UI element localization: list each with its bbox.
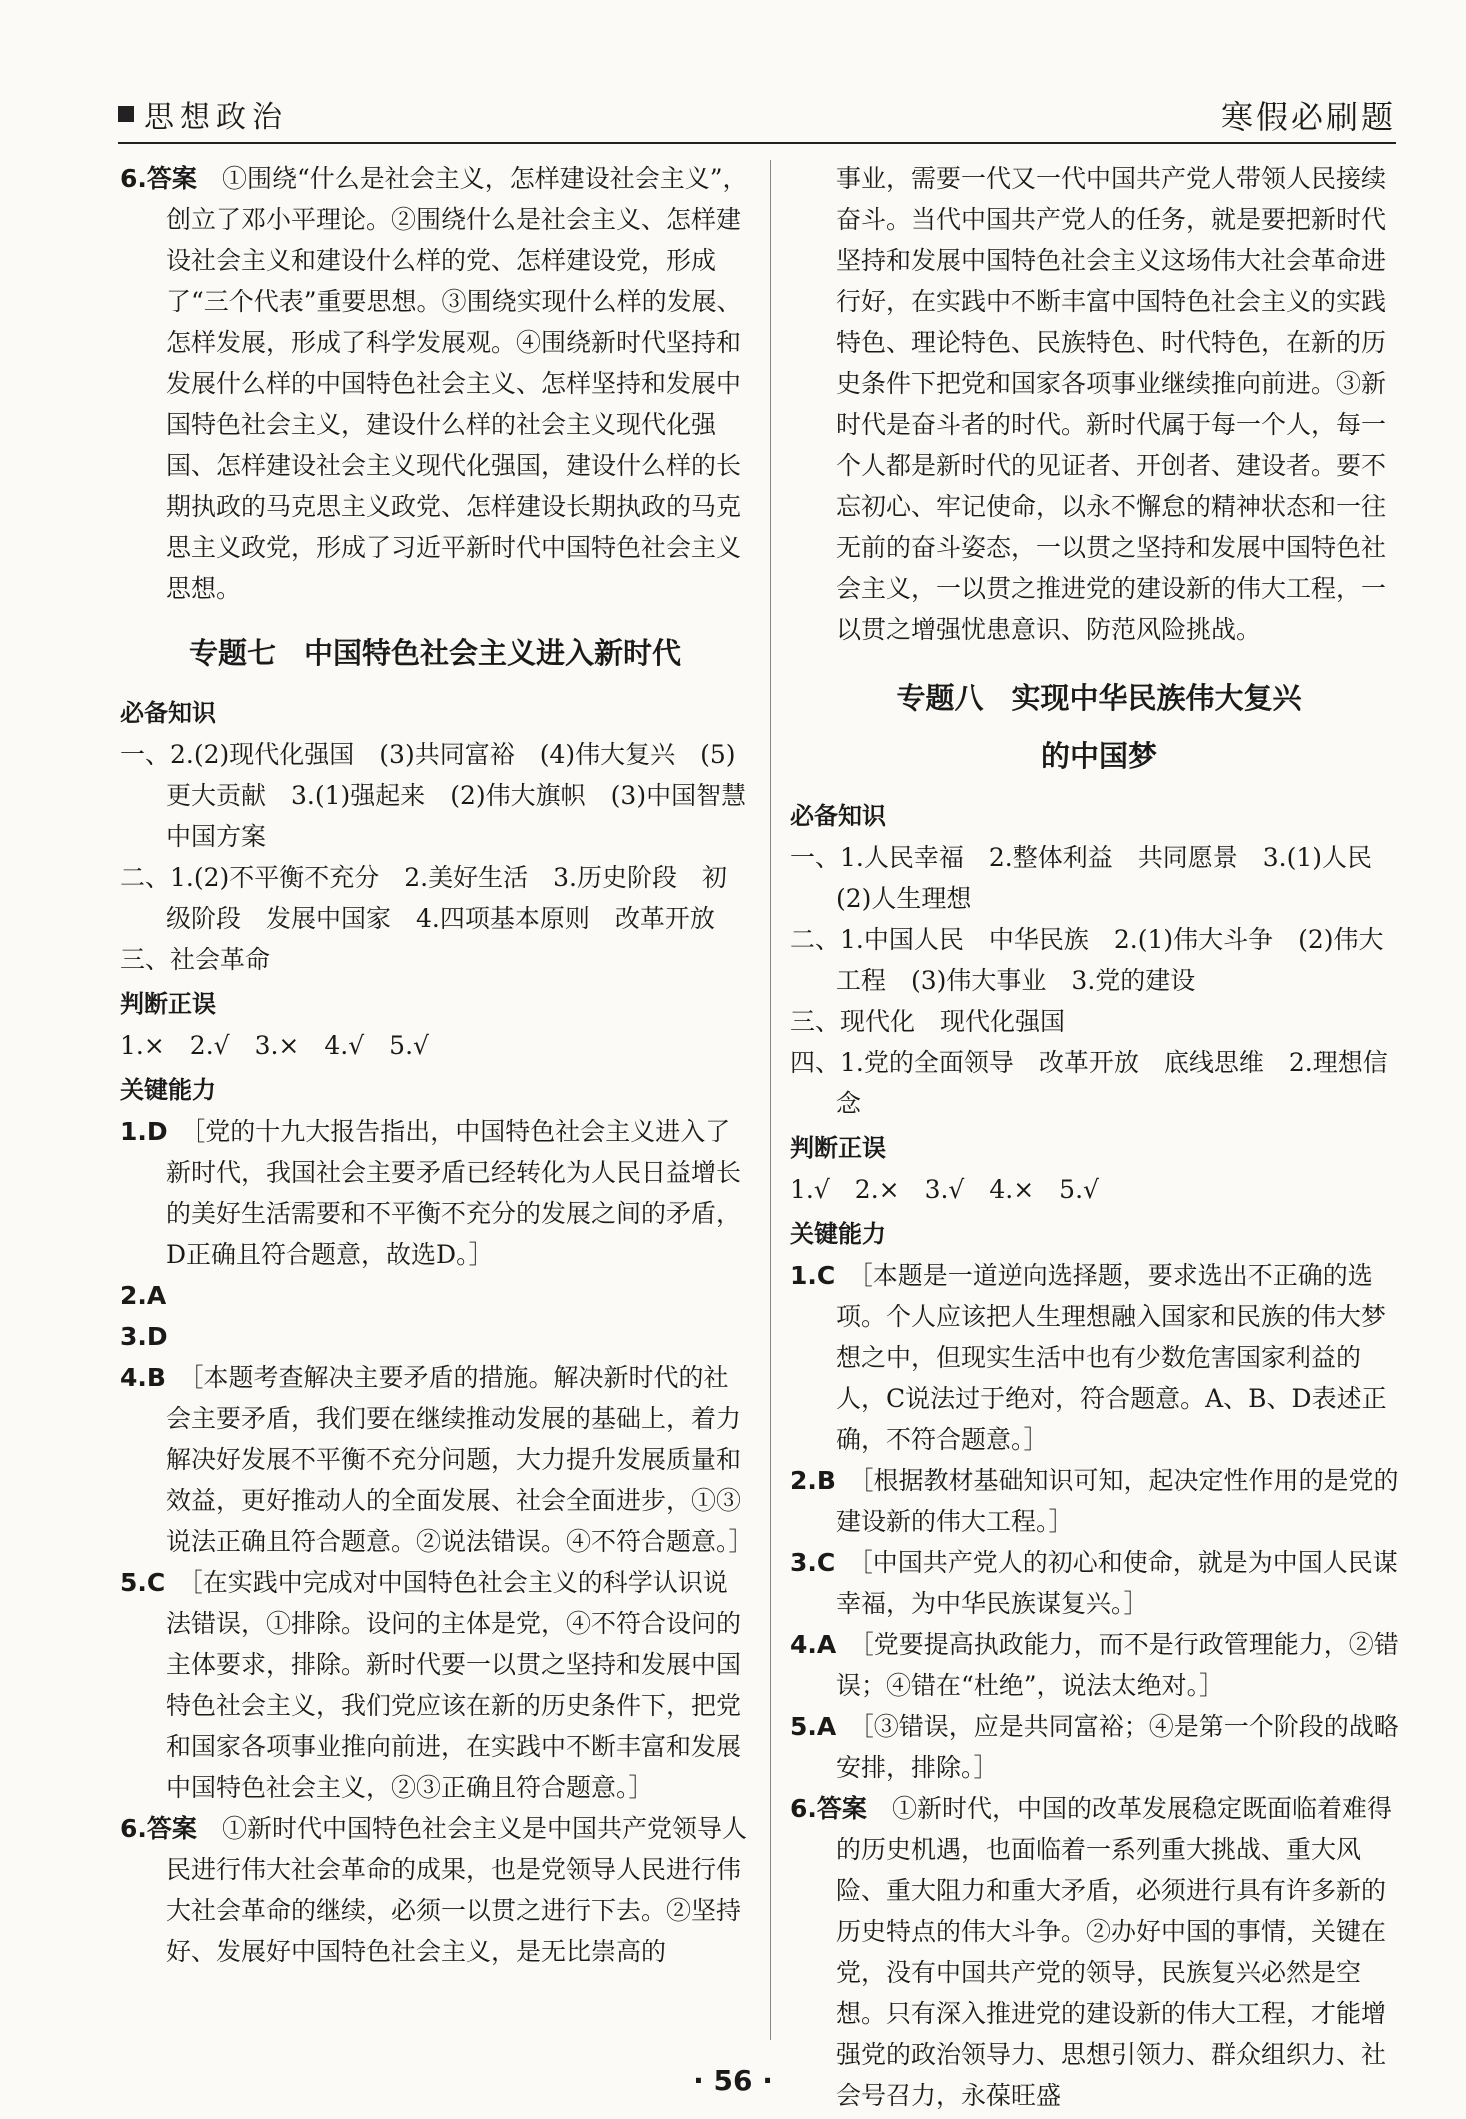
section-label: 必备知识 (790, 802, 886, 830)
section-label: 判断正误 (790, 1134, 886, 1162)
knowledge-item: 二、1.中国人民 中华民族 2.(1)伟大斗争 (2)伟大工程 (3)伟大事业 3.党的建设 (790, 925, 1384, 995)
knowledge-item: 三、现代化 现代化强国 (790, 1007, 1066, 1036)
judgement-answers: 1.√ 2.× 3.√ 4.× 5.√ (790, 1175, 1099, 1204)
topic-heading: 专题七 中国特色社会主义进入新时代 (188, 636, 682, 670)
answer-item: 6.答案 ①围绕“什么是社会主义，怎样建设社会主义”，创立了邓小平理论。②围绕什么是社会主义、怎样建设社会主义和建设什么样的党、怎样建设党，形成了“三个代表”重要思想。③围绕实现什么样的发展、怎样发展，形成了科学发展观。④围绕新时代坚持和发展什么样的中国特色社会主义、怎样坚持和发展中国特色社会主义，建设什么样的社会主义现代化强国、怎样建设社会主义现代化强国，建设什么样的长期执政的马克思主义政党、怎样建设长期执政的马克思主义政党，形成了习近平新时代中国特色社会主义思想。 (120, 164, 748, 603)
section-label: 关键能力 (120, 1076, 216, 1104)
knowledge-item: 二、1.(2)不平衡不充分 2.美好生活 3.历史阶段 初级阶段 发展中国家 4.四项基本原则 改革开放 (120, 863, 727, 933)
answer-item: 4.A ［党要提高执政能力，而不是行政管理能力，②错误；④错在“杜绝”，说法太绝对。］ (790, 1630, 1399, 1700)
page-header (118, 96, 1396, 144)
answer-item: 6.答案 ①新时代，中国的改革发展稳定既面临着难得的历史机遇，也面临着一系列重大挑战、重大风险、重大阻力和重大矛盾，必须进行具有许多新的历史特点的伟大斗争。②办好中国的事情，关键在党，没有中国共产党的领导，民族复兴必然是空想。只有深入推进党的建设新的伟大工程，才能增强党的政治领导力、思想引领力、群众组织力、社会号召力，永葆旺盛 (790, 1794, 1392, 2110)
knowledge-item: 三、社会革命 (120, 945, 271, 974)
column-divider (770, 160, 771, 2040)
subject-block (118, 92, 288, 136)
subject-label: 思想政治 (144, 100, 288, 135)
answer-item: 2.B ［根据教材基础知识可知，起决定性作用的是党的建设新的伟大工程。］ (790, 1466, 1399, 1536)
section-label: 判断正误 (120, 990, 216, 1018)
judgement-answers: 1.× 2.√ 3.× 4.√ 5.√ (120, 1031, 429, 1060)
knowledge-item: 一、2.(2)现代化强国 (3)共同富裕 (4)伟大复兴 (5)更大贡献 3.(1)强起来 (2)伟大旗帜 (3)中国智慧 中国方案 (120, 740, 772, 851)
answer-item: 1.D ［党的十九大报告指出，中国特色社会主义进入了新时代，我国社会主要矛盾已经转化为人民日益增长的美好生活需要和不平衡不充分的发展之间的矛盾，D正确且符合题意，故选D。］ (120, 1117, 742, 1269)
topic-heading: 专题八 实现中华民族伟大复兴 的中国梦 (896, 681, 1302, 773)
answer-item: 4.B ［本题考查解决主要矛盾的措施。解决新时代的社会主要矛盾，我们要在继续推动发展的基础上，着力解决好发展不平衡不充分问题，大力提升发展质量和效益，更好推动人的全面发展、社会全面进步，①③说法正确且符合题意。②说法错误。④不符合题意。］ (120, 1363, 754, 1556)
answer-item: 5.A ［③错误，应是共同富裕；④是第一个阶段的战略安排，排除。］ (790, 1712, 1399, 1782)
answer-item: 2.A (120, 1281, 167, 1310)
square-marker-icon (118, 106, 134, 122)
answer-item: 5.C ［在实践中完成对中国特色社会主义的科学认识说法错误，①排除。设问的主体是党，④不符合设问的主体要求，排除。新时代要一以贯之坚持和发展中国特色社会主义，我们党应该在新的历史条件下，把党和国家各项事业推向前进，在实践中不断丰富和发展中国特色社会主义，②③正确且符合题意。］ (120, 1568, 742, 1802)
answer-item: 3.C ［中国共产党人的初心和使命，就是为中国人民谋幸福，为中华民族谋复兴。］ (790, 1548, 1398, 1618)
section-label: 关键能力 (790, 1220, 886, 1248)
book-title: 寒假必刷题 (1220, 98, 1396, 136)
answer-item: 3.D (120, 1322, 168, 1351)
page-number: · 56 · (693, 2064, 773, 2097)
section-label: 必备知识 (120, 699, 216, 727)
knowledge-item: 一、1.人民幸福 2.整体利益 共同愿景 3.(1)人民 (2)人生理想 (790, 843, 1398, 913)
left-column (120, 158, 772, 1972)
answer-continuation: 事业，需要一代又一代中国共产党人带领人民接续奋斗。当代中国共产党人的任务，就是要把新时代坚持和发展中国特色社会主义这场伟大社会革命进行好，在实践中不断丰富中国特色社会主义的实践特色、理论特色、民族特色、时代特色，在新的历史条件下把党和国家各项事业继续推向前进。③新时代是奋斗者的时代。新时代属于每一个人，每一个人都是新时代的见证者、开创者、建设者。要不忘初心、牢记使命，以永不懈怠的精神状态和一往无前的奋斗姿态，一以贯之坚持和发展中国特色社会主义，一以贯之推进党的建设新的伟大工程，一以贯之增强忧患意识、防范风险挑战。 (836, 164, 1387, 644)
answer-item: 1.C ［本题是一道逆向选择题，要求选出不正确的选项。个人应该把人生理想融入国家和民族的伟大梦想之中，但现实生活中也有少数危害国家利益的人，C说法过于绝对，符合题意。A、B、D表述正确，不符合题意。］ (790, 1261, 1387, 1454)
knowledge-item: 四、1.党的全面领导 改革开放 底线思维 2.理想信念 (790, 1048, 1388, 1118)
answer-item: 6.答案 ①新时代中国特色社会主义是中国共产党领导人民进行伟大社会革命的成果，也是党领导人民进行伟大社会革命的继续，必须一以贯之进行下去。②坚持好、发展好中国特色社会主义，是无比崇高的 (120, 1814, 747, 1966)
right-column (790, 158, 1408, 2116)
